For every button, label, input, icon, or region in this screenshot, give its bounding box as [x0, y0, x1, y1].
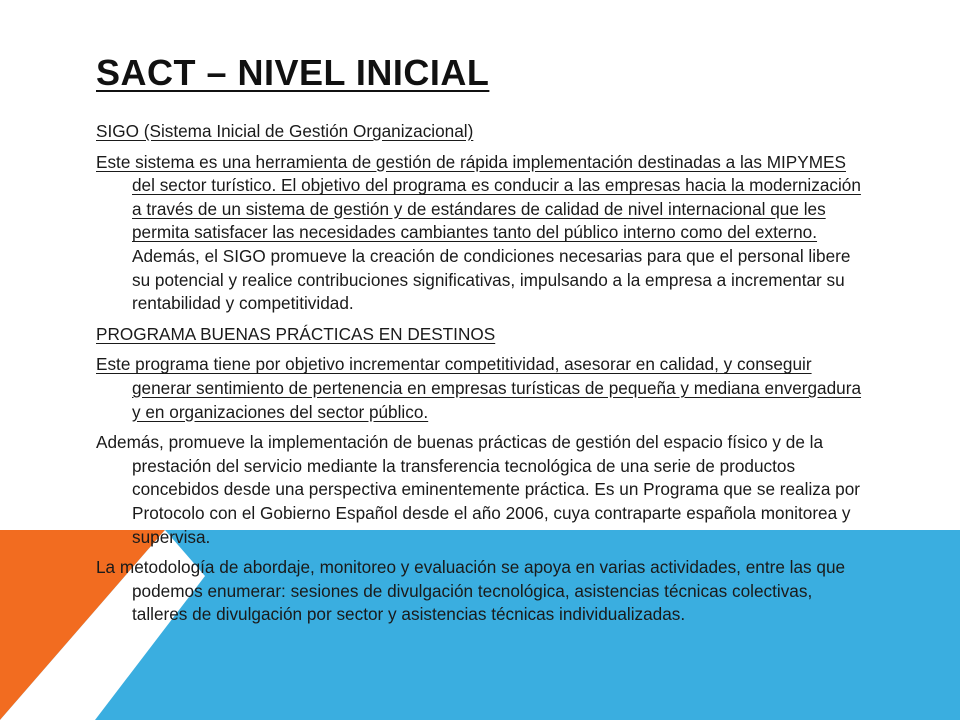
plain-text: Además, el SIGO promueve la creación de condiciones necesarias para que el personal libere su potencial y realice contribuciones significativas, impulsando a la empresa a incrementar su rentabilidad y competitividad. [132, 245, 851, 314]
plain-text: La metodología de abordaje, monitoreo y evaluación se apoya en varias actividades, entre las que podemos enumerar: sesiones de divulgación tecnológica, asistencias técnicas colectivas, talleres de divulgación por sector y asistencias técnicas individualizadas. [96, 557, 846, 625]
paragraph-programa-objective [96, 353, 868, 424]
paragraph-programa-heading [96, 323, 868, 347]
underlined-text: SIGO (Sistema Inicial de Gestión Organizacional) [96, 121, 474, 141]
paragraph-sigo-heading [96, 120, 868, 144]
slide-body [96, 120, 868, 634]
paragraph-programa-details [96, 431, 868, 549]
underlined-text: PROGRAMA BUENAS PRÁCTICAS EN DESTINOS [96, 323, 496, 344]
underlined-text: Este programa tiene por objetivo incrementar competitividad, asesorar en calidad, y conseguir generar sentimiento de pertenencia en empresas turísticas de pequeña y mediana envergadura y en organizaciones del sector público. [96, 354, 862, 422]
slide-title: SACT – NIVEL INICIAL [96, 52, 490, 93]
underlined-text: Este sistema es una herramienta de gestión de rápida implementación destinadas a las MIPYMES del sector turístico. El objetivo del programa es conducir a las empresas hacia la modernización a través de un sistema de gestión y de estándares de calidad de nivel internacional que les permita satisfacer las necesidades cambiantes tanto del público interno como del externo. [96, 151, 861, 243]
plain-text: Además, promueve la implementación de buenas prácticas de gestión del espacio físico y de la prestación del servicio mediante la transferencia tecnológica de una serie de productos concebidos desde una perspectiva eminentemente práctica. Es un Programa que se realiza por Protocolo con el Gobierno Español desde el año 2006, cuya contraparte española monitorea y supervisa. [96, 432, 861, 547]
paragraph-methodology [96, 556, 868, 627]
paragraph-sigo-description [96, 151, 868, 316]
